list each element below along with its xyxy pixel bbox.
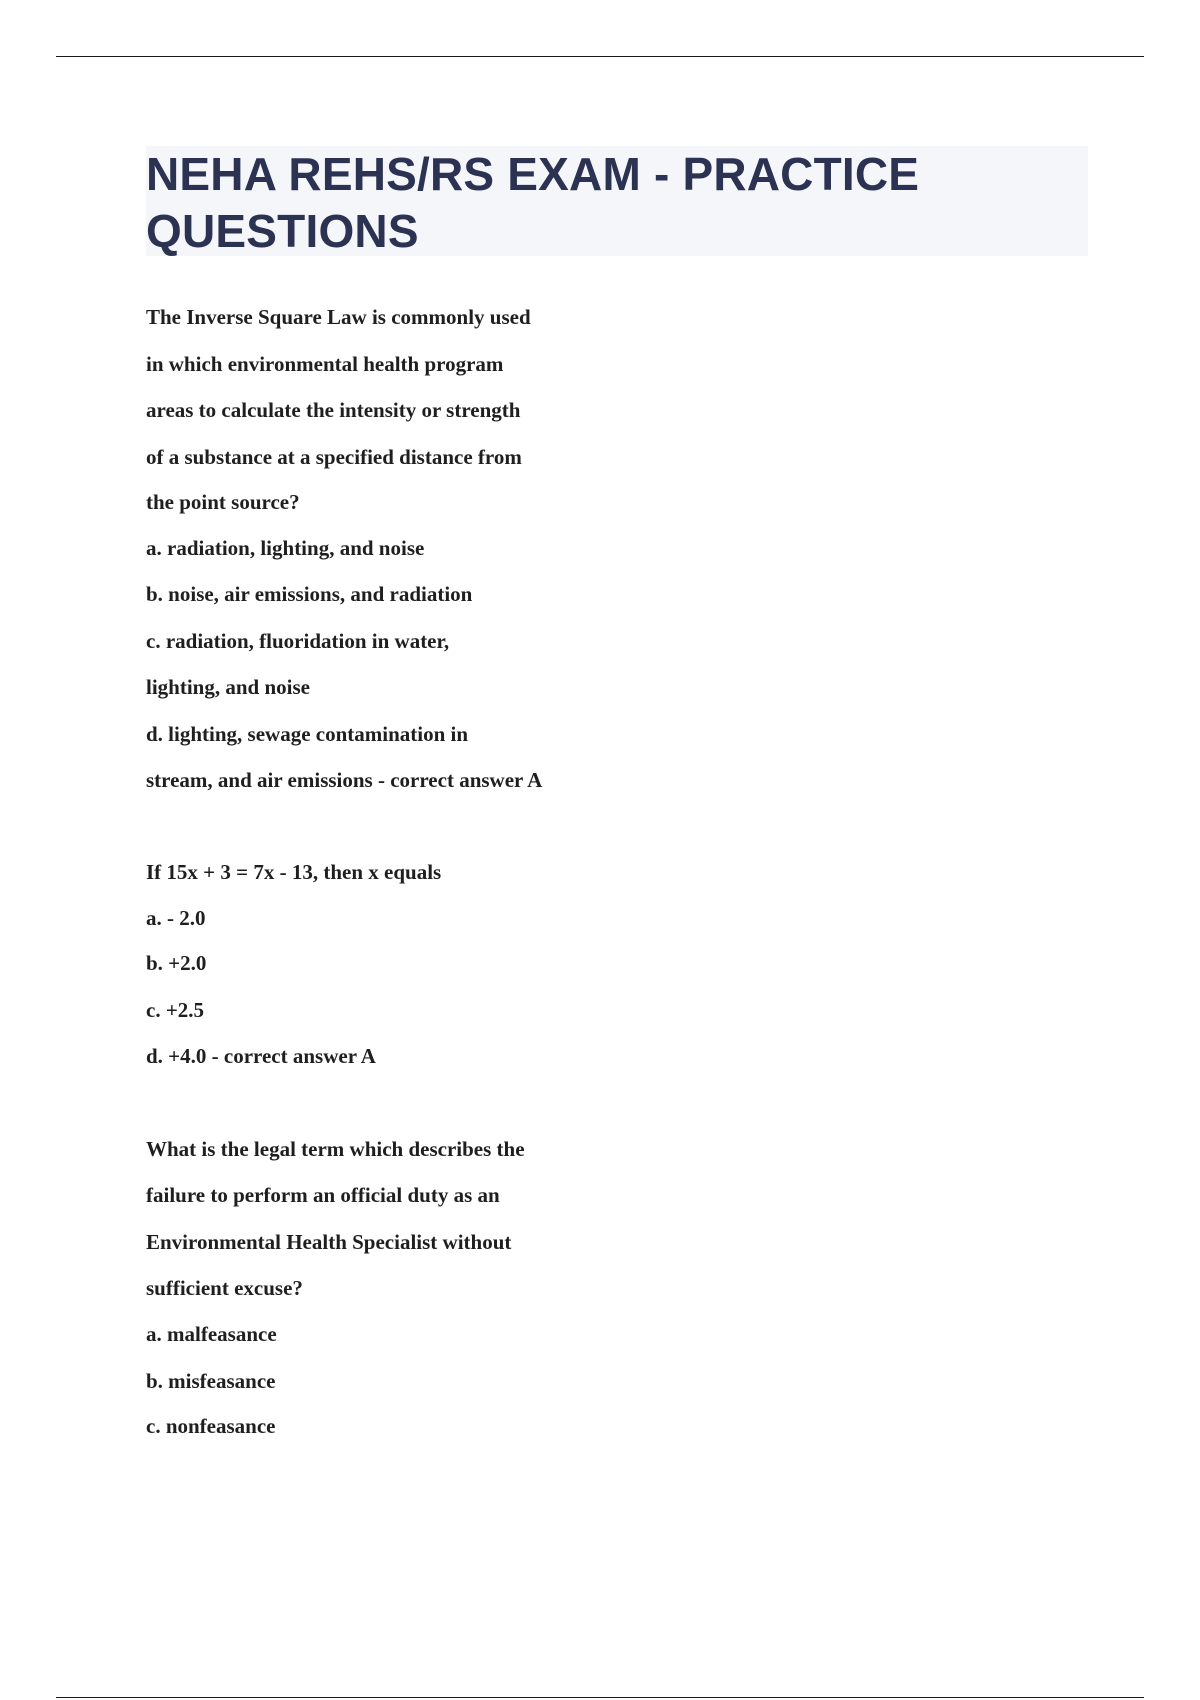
title-block xyxy=(146,146,1088,256)
question-3-option-c: c. nonfeasance xyxy=(146,1414,276,1438)
question-1-option-c: c. radiation, fluoridation in water, xyxy=(146,629,450,653)
question-3-text-line: What is the legal term which describes the xyxy=(146,1137,525,1161)
question-1-option-d: d. lighting, sewage contamination in xyxy=(146,722,469,746)
question-1-answer: stream, and air emissions - correct answer A xyxy=(146,768,543,792)
question-1-text-line: the point source? xyxy=(146,490,300,514)
question-2-option-a: a. - 2.0 xyxy=(146,906,206,930)
question-1-option-b: b. noise, air emissions, and radiation xyxy=(146,582,473,606)
question-1-text-line: in which environmental health program xyxy=(146,352,504,376)
question-3-option-a: a. malfeasance xyxy=(146,1322,277,1346)
question-3-text-line: failure to perform an official duty as an xyxy=(146,1183,500,1207)
bottom-rule xyxy=(56,1697,1144,1698)
question-3-option-b: b. misfeasance xyxy=(146,1369,276,1393)
question-2-option-b: b. +2.0 xyxy=(146,951,207,975)
question-3-text-line: sufficient excuse? xyxy=(146,1276,303,1300)
question-1-option-c-cont: lighting, and noise xyxy=(146,675,310,699)
question-1-text-line: of a substance at a specified distance from xyxy=(146,445,522,469)
question-2-option-c: c. +2.5 xyxy=(146,998,205,1022)
document-title xyxy=(146,146,1088,260)
question-2-text-line: If 15x + 3 = 7x - 13, then x equals xyxy=(146,860,442,884)
top-rule xyxy=(56,56,1144,57)
title-line-2: QUESTIONS xyxy=(146,205,419,257)
question-1-text-line: The Inverse Square Law is commonly used xyxy=(146,305,531,329)
question-3-text-line: Environmental Health Specialist without xyxy=(146,1230,512,1254)
question-1-text-line: areas to calculate the intensity or strength xyxy=(146,398,521,422)
question-1-option-a: a. radiation, lighting, and noise xyxy=(146,536,425,560)
title-line-1: NEHA REHS/RS EXAM - PRACTICE xyxy=(146,148,920,200)
question-2-answer: d. +4.0 - correct answer A xyxy=(146,1044,376,1068)
